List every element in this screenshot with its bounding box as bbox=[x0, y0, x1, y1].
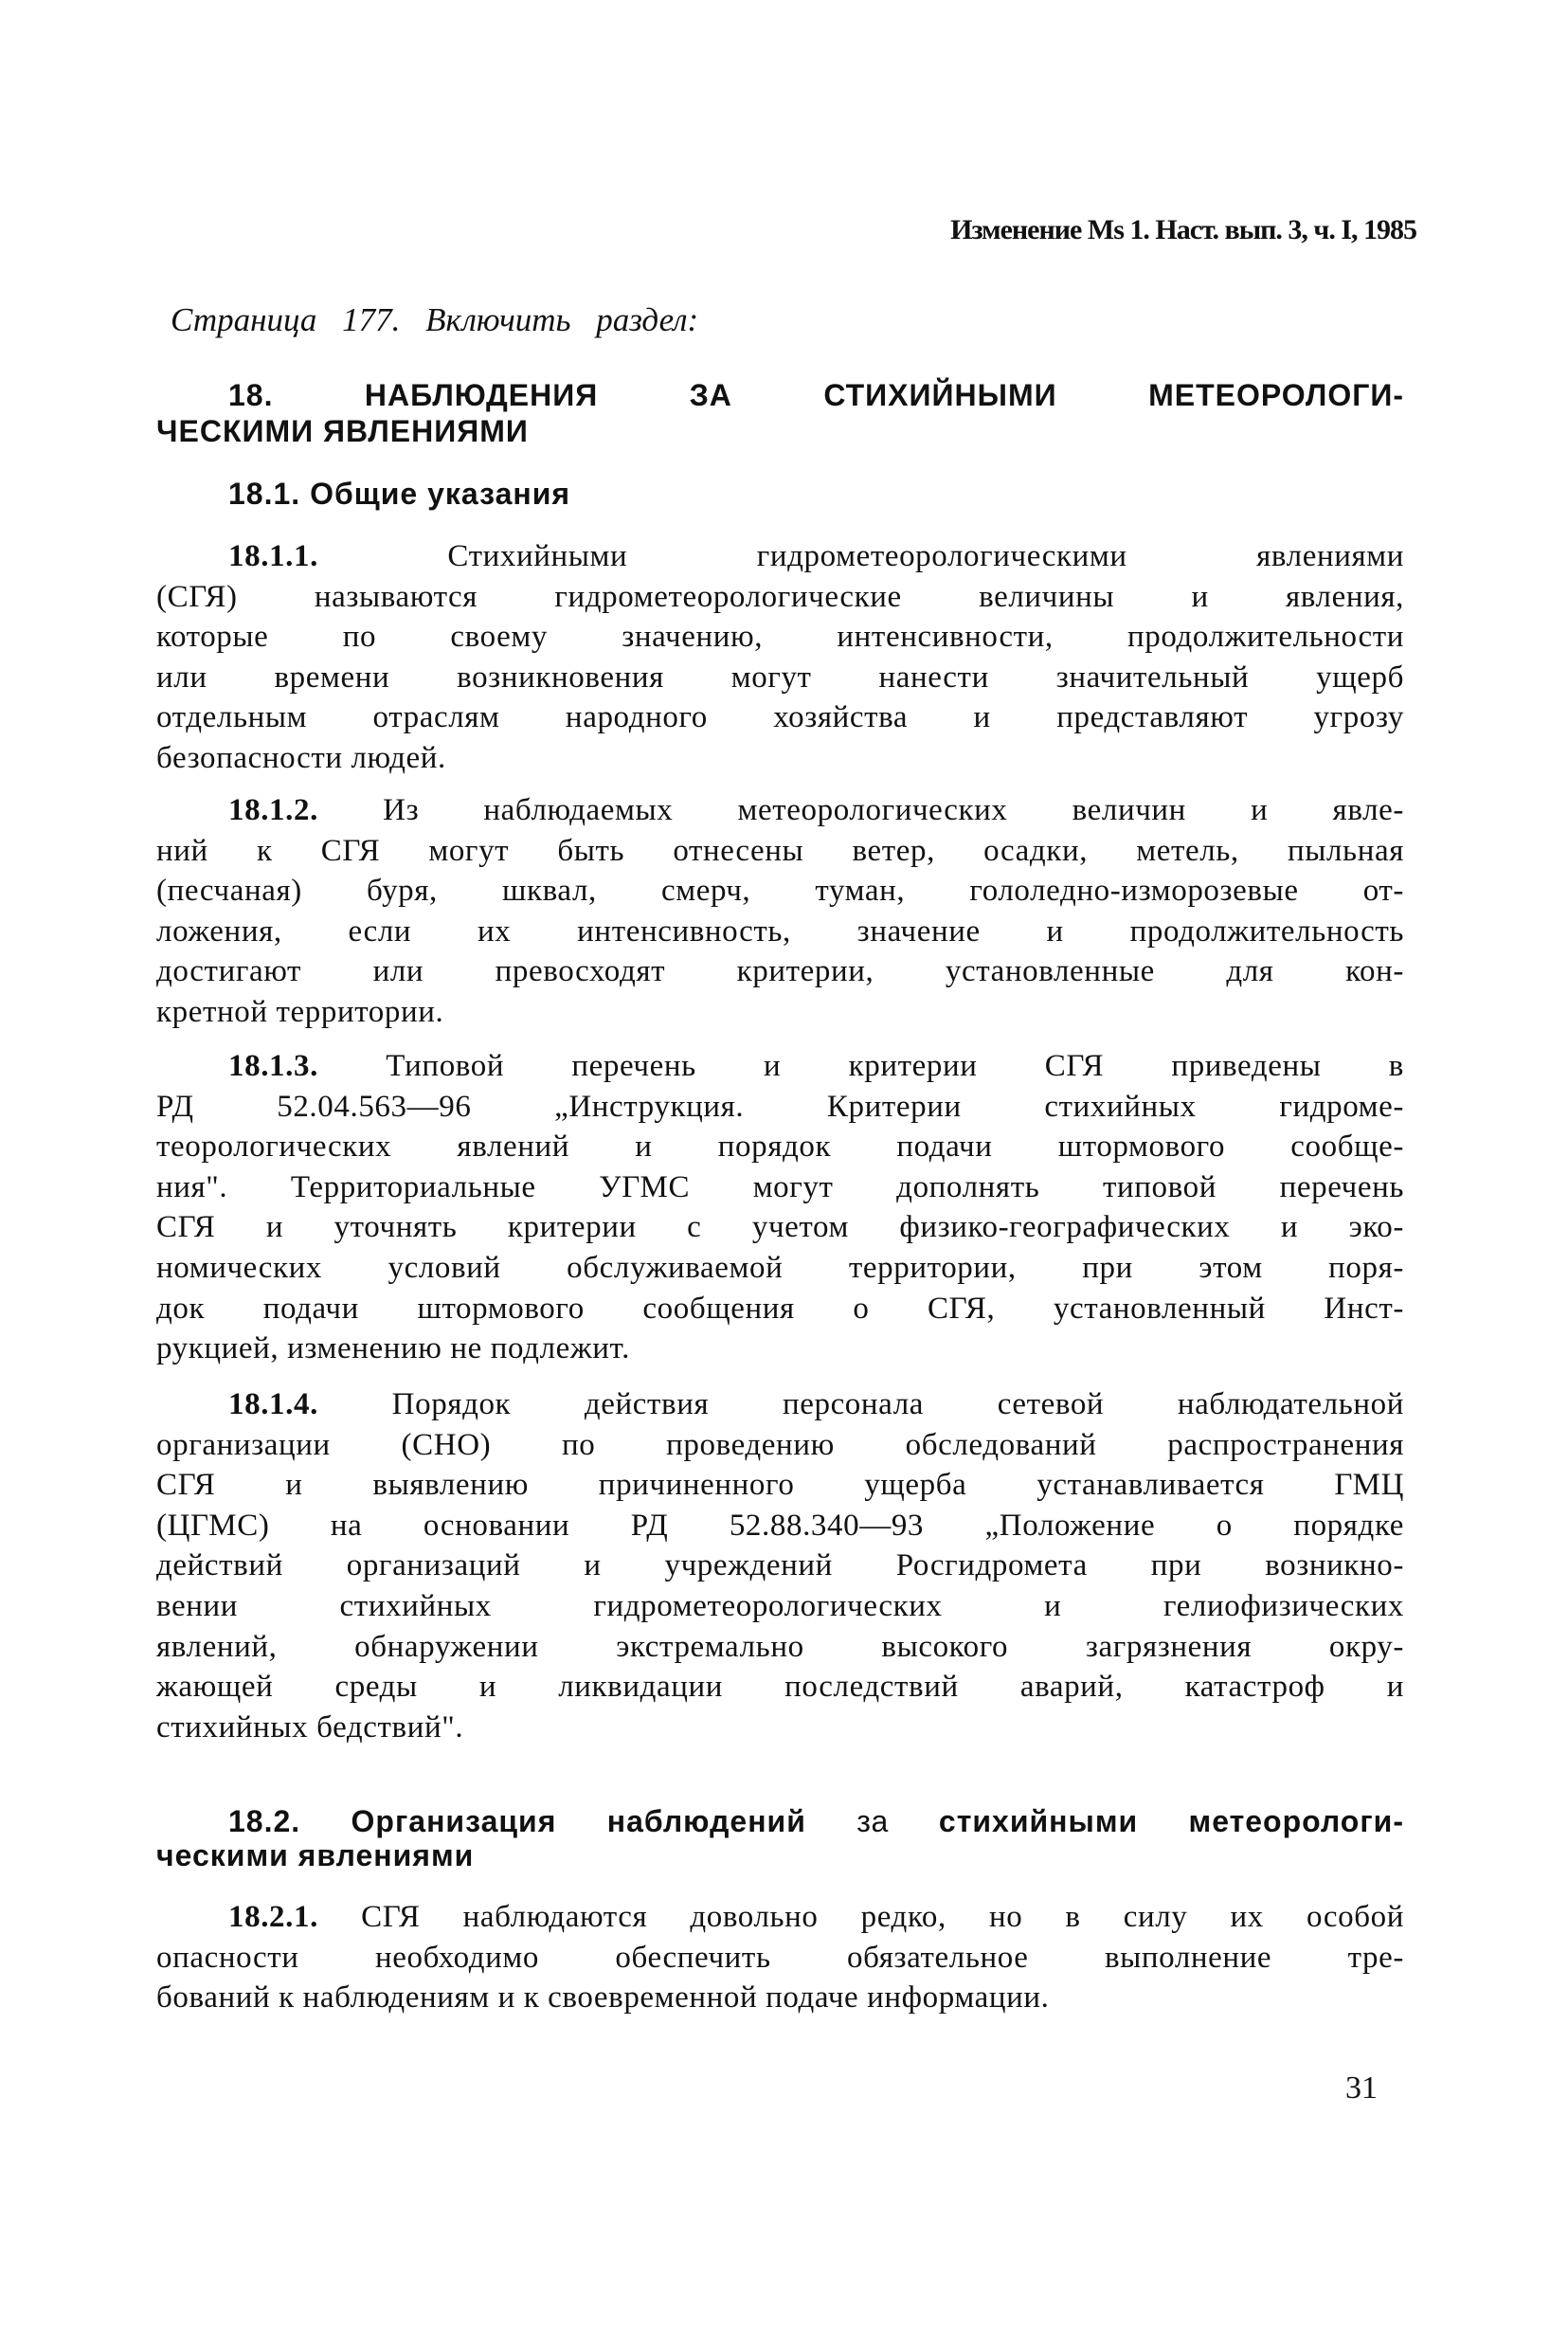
line-text: бований к наблюдениям и к своевременной подаче информации. bbox=[156, 1980, 1050, 2016]
line-text: действий организаций и учреждений Росгидромета при возникно- bbox=[156, 1548, 1404, 1583]
line-text: которые по своему значению, интенсивности, продолжительности bbox=[156, 620, 1404, 655]
line-text: организации (СНО) по проведению обследований распространения bbox=[156, 1427, 1404, 1462]
heading-text: 18.1. Общие указания bbox=[228, 477, 571, 511]
line-text: жающей среды и ликвидации последствий аварий, катастроф и bbox=[156, 1670, 1404, 1705]
text-line bbox=[156, 1384, 1404, 1425]
heading-text: ческими явлениями bbox=[156, 1838, 475, 1872]
text-line bbox=[156, 1329, 1404, 1369]
heading-text: 18. НАБЛЮДЕНИЯ ЗА СТИХИЙНЫМИ МЕТЕОРОЛОГИ- bbox=[228, 378, 1404, 412]
text-line bbox=[156, 912, 1404, 952]
text-line bbox=[156, 951, 1404, 992]
line-text: док подачи штормового сообщения о СГЯ, установленный Инст- bbox=[156, 1291, 1404, 1326]
line-text: достигают или превосходят критерии, установленные для кон- bbox=[156, 954, 1404, 989]
running-header: Изменение Ms 1. Наст. вып. 3, ч. I, 1985 bbox=[950, 214, 1416, 245]
paragraph-number: 18.1.3. bbox=[228, 1049, 318, 1083]
text-line bbox=[156, 1897, 1404, 1938]
text-line bbox=[156, 1465, 1404, 1506]
text-line bbox=[156, 738, 1404, 779]
text-line bbox=[156, 1838, 1404, 1872]
line-text: СГЯ и уточнять критерии с учетом физико-географических и эко- bbox=[156, 1210, 1404, 1245]
line-text: или времени возникновения могут нанести значительный ущерб bbox=[156, 660, 1404, 695]
line-text: безопасности людей. bbox=[156, 740, 446, 775]
text-line bbox=[156, 1667, 1404, 1708]
line-text: рукцией, изменению не подлежит. bbox=[156, 1331, 630, 1366]
line-text: Из наблюдаемых метеорологических величин и явле- bbox=[383, 793, 1404, 827]
line-text: теорологических явлений и порядок подачи штормового сообще- bbox=[156, 1130, 1404, 1165]
heading-text: ЧЕСКИМИ ЯВЛЕНИЯМИ bbox=[156, 414, 529, 448]
text-line bbox=[156, 1046, 1404, 1087]
text-line bbox=[156, 1627, 1404, 1668]
text-line bbox=[156, 658, 1404, 698]
line-text: вении стихийных гидрометеорологических и гелиофизических bbox=[156, 1588, 1404, 1623]
paragraph-number: 18.1.2. bbox=[228, 793, 318, 827]
heading-text: 18.2. Организация наблюдений bbox=[228, 1804, 857, 1838]
text-line bbox=[156, 536, 1404, 577]
line-text: СГЯ наблюдаются довольно редко, но в силу их особой bbox=[361, 1900, 1404, 1934]
line-text: (ЦГМС) на основании РД 52.88.340—93 „Положение о порядке bbox=[156, 1508, 1404, 1543]
page-reference: Страница 177. Включить раздел: bbox=[171, 301, 699, 338]
line-text: (СГЯ) называются гидрометеорологические величины и явления, bbox=[156, 579, 1404, 614]
section-heading bbox=[156, 477, 1404, 511]
line-text: Порядок действия персонала сетевой наблюдательной bbox=[391, 1387, 1404, 1421]
page-number: 31 bbox=[1345, 2070, 1378, 2106]
line-text: явлений, обнаружении экстремально высокого загрязнения окру- bbox=[156, 1629, 1404, 1664]
paragraph-number: 18.1.1. bbox=[228, 539, 318, 573]
line-text: РД 52.04.563—96 „Инструкция. Критерии стихийных гидроме- bbox=[156, 1089, 1404, 1124]
paragraph bbox=[156, 536, 1404, 779]
text-line bbox=[156, 1708, 1404, 1748]
paragraph bbox=[156, 1384, 1404, 1747]
line-text: опасности необходимо обеспечить обязательное выполнение тре- bbox=[156, 1940, 1404, 1975]
line-text: Типовой перечень и критерии СГЯ приведены в bbox=[386, 1049, 1404, 1083]
heading-text: стихийными метеорологи- bbox=[938, 1804, 1405, 1838]
line-text: (песчаная) буря, шквал, смерч, туман, гололедно-изморозевые от- bbox=[156, 874, 1404, 909]
text-line bbox=[156, 477, 1404, 511]
line-text: кретной территории. bbox=[156, 994, 444, 1029]
text-line bbox=[156, 617, 1404, 658]
line-text: СГЯ и выявлению причиненного ущерба устанавливается ГМЦ bbox=[156, 1468, 1404, 1503]
text-line bbox=[156, 1289, 1404, 1329]
paragraph bbox=[156, 1046, 1404, 1369]
text-line bbox=[156, 377, 1404, 413]
text-line bbox=[156, 871, 1404, 912]
text-line bbox=[156, 1425, 1404, 1466]
text-line bbox=[156, 1804, 1404, 1838]
text-line bbox=[156, 831, 1404, 872]
text-line bbox=[156, 1087, 1404, 1128]
section-heading bbox=[156, 1804, 1404, 1872]
heading-text: за bbox=[856, 1804, 939, 1838]
line-text: Стихийными гидрометеорологическими явлениями bbox=[447, 539, 1404, 573]
paragraph bbox=[156, 790, 1404, 1033]
line-text: ложения, если их интенсивность, значение и продолжительность bbox=[156, 913, 1404, 949]
line-text: номических условий обслуживаемой территории, при этом поря- bbox=[156, 1250, 1404, 1285]
line-text: отдельным отраслям народного хозяйства и представляют угрозу bbox=[156, 700, 1404, 735]
text-line bbox=[156, 577, 1404, 618]
text-line bbox=[156, 1248, 1404, 1289]
text-line bbox=[156, 413, 1404, 449]
paragraph bbox=[156, 1897, 1404, 2018]
paragraph-number: 18.1.4. bbox=[228, 1387, 318, 1421]
text-line bbox=[156, 992, 1404, 1033]
text-line bbox=[156, 1127, 1404, 1167]
line-text: ний к СГЯ могут быть отнесены ветер, осадки, метель, пыльная bbox=[156, 833, 1404, 868]
text-line bbox=[156, 790, 1404, 831]
text-line bbox=[156, 697, 1404, 738]
text-line bbox=[156, 1167, 1404, 1208]
text-line bbox=[156, 1546, 1404, 1586]
text-line bbox=[156, 1978, 1404, 2018]
paragraph-number: 18.2.1. bbox=[228, 1900, 318, 1934]
text-line bbox=[156, 1207, 1404, 1248]
line-text: стихийных бедствий". bbox=[156, 1709, 464, 1744]
text-line bbox=[156, 1938, 1404, 1979]
section-heading bbox=[156, 377, 1404, 449]
line-text: ния". Территориальные УГМС могут дополнять типовой перечень bbox=[156, 1169, 1404, 1204]
text-line bbox=[156, 1586, 1404, 1627]
text-line bbox=[156, 1506, 1404, 1546]
